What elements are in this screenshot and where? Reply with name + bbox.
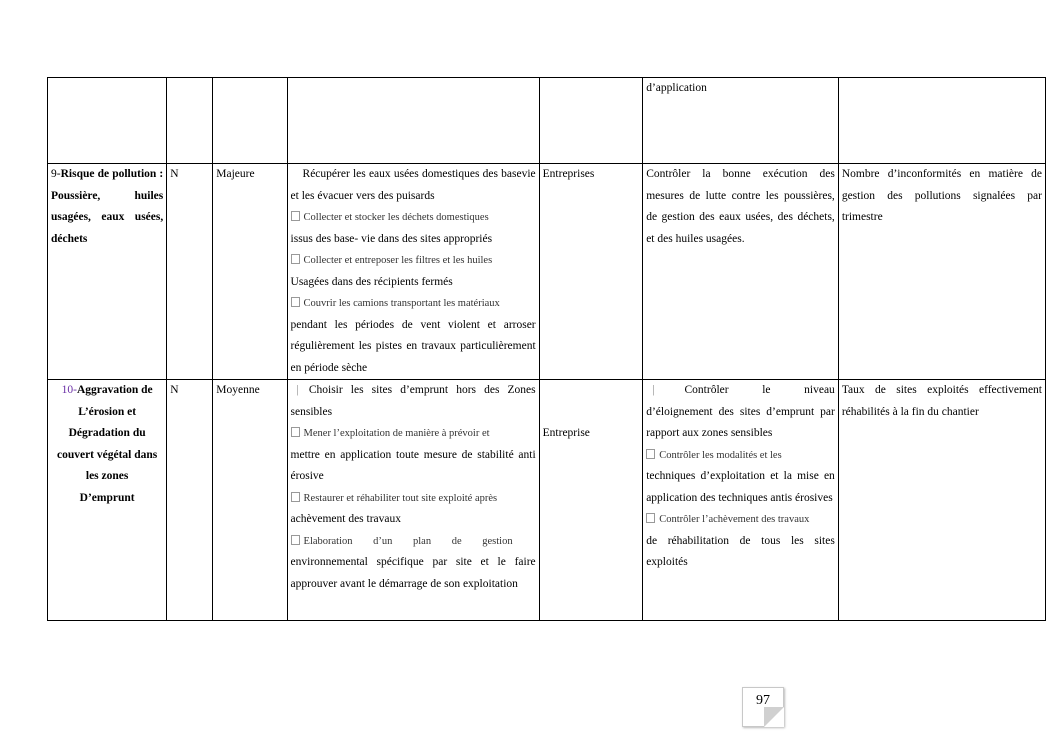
risk-title-line: couvert végétal dans (56, 448, 158, 461)
risk-title-line: Dégradation du (68, 427, 146, 439)
n-value: N (170, 384, 179, 396)
monitoring-text: Contrôler la bonne exécution des mesures de lutte contre les poussières, de gestion des eaux usées, des déchets, et des huiles usagées. (646, 168, 835, 245)
cell-indicator (838, 78, 1045, 164)
monitoring-text: techniques d’exploitation et la mise en application des techniques antis érosives (646, 470, 835, 504)
measure-text: Couvrir les camions transportant les matériaux (303, 298, 500, 309)
risk-title: Risque de pollution : Poussière, huiles usagées, eaux usées, déchets (51, 168, 164, 245)
indicator-text: Nombre d’inconformités en matière de gestion des pollutions signalées par trimestre (841, 168, 1042, 223)
checkbox-icon (291, 427, 300, 437)
measure-text: Usagées dans des récipients fermés (290, 275, 453, 288)
risk-title-line: L’érosion et (78, 405, 137, 418)
level-value: Majeure (216, 168, 255, 180)
table-row-risk-9 (48, 164, 1046, 380)
table-row-risk-10 (48, 380, 1046, 621)
measure-text: Mener l’exploitation de manière à prévoir et (303, 428, 490, 439)
cell-level (213, 164, 287, 380)
cell-n (167, 78, 213, 164)
cell-measures (287, 78, 539, 164)
monitoring-text: de réhabilitation de tous les sites exploités (646, 534, 835, 568)
monitoring-text: Contrôler l’achèvement des travaux (659, 514, 810, 525)
measure-text: Récupérer les eaux usées domestiques des basevie et les évacuer vers des puisards (290, 168, 536, 202)
checkbox-icon (646, 449, 655, 459)
measure-text: achèvement des travaux (290, 513, 402, 525)
cell-level (213, 380, 287, 621)
measures-table (47, 77, 1046, 621)
risk-title-line: les zones (85, 470, 129, 482)
cell-responsible (539, 164, 643, 380)
risk-title-line: D’emprunt (79, 491, 135, 504)
cell-risk (48, 380, 167, 621)
measure-text: Collecter et stocker les déchets domestiques (303, 212, 489, 223)
checkbox-icon (291, 254, 300, 264)
risk-number: 9- (51, 168, 61, 180)
measure-text: pendant les périodes de vent violent et arroser régulièrement les pistes en travaux particulièrement en période sèche (290, 318, 536, 374)
bullet-icon: | (652, 384, 655, 396)
cell-monitoring (643, 78, 839, 164)
cell-n (167, 380, 213, 621)
checkbox-icon (291, 211, 300, 221)
monitoring-text: Contrôler le niveau d’éloignement des sites d’emprunt par rapport aux zones sensibles (646, 384, 835, 439)
measure-text: mettre en application toute mesure de stabilité anti érosive (290, 448, 536, 482)
cell-risk (48, 78, 167, 164)
level-value: Moyenne (216, 384, 260, 396)
measure-text: Choisir les sites d’emprunt hors des Zones sensibles (290, 384, 536, 418)
cell-n (167, 164, 213, 380)
cell-measures (287, 380, 539, 621)
page-number (742, 687, 784, 727)
risk-title-line: Aggravation de (76, 384, 153, 396)
cell-responsible (539, 78, 643, 164)
monitoring-text: Contrôler les modalités et les (659, 449, 782, 461)
measure-text: environnemental spécifique par site et le faire approuver avant le démarrage de son exploitation (290, 556, 536, 590)
measure-text: issus des base- vie dans des sites appropriés (290, 232, 493, 245)
checkbox-icon (291, 297, 300, 307)
n-value: N (170, 168, 179, 180)
table-row-continuation (48, 78, 1046, 164)
cell-indicator (838, 164, 1045, 380)
indicator-text: Taux de sites exploités effectivement réhabilités à la fin du chantier (841, 384, 1042, 418)
measure-text: Restaurer et réhabiliter tout site exploité après (303, 492, 498, 504)
page-number-text: 97 (756, 693, 770, 708)
checkbox-icon (291, 535, 300, 545)
cell-level (213, 78, 287, 164)
cell-monitoring (643, 164, 839, 380)
cell-indicator (838, 380, 1045, 621)
bullet-icon: | (296, 384, 299, 396)
measure-text: Elaboration d’un plan de gestion (303, 535, 513, 547)
cell-measures (287, 164, 539, 380)
cell-monitoring (643, 380, 839, 621)
cell-responsible (539, 380, 643, 621)
measure-text: Collecter et entreposer les filtres et les huiles (303, 255, 493, 266)
checkbox-icon (291, 492, 300, 502)
responsible-value: Entreprises (542, 168, 595, 180)
cell-risk (48, 164, 167, 380)
page-curl-icon (764, 707, 784, 727)
checkbox-icon (646, 513, 655, 523)
responsible-value: Entreprise (542, 427, 590, 439)
monitoring-text: d’application (646, 82, 707, 94)
risk-number: 10- (61, 384, 77, 396)
